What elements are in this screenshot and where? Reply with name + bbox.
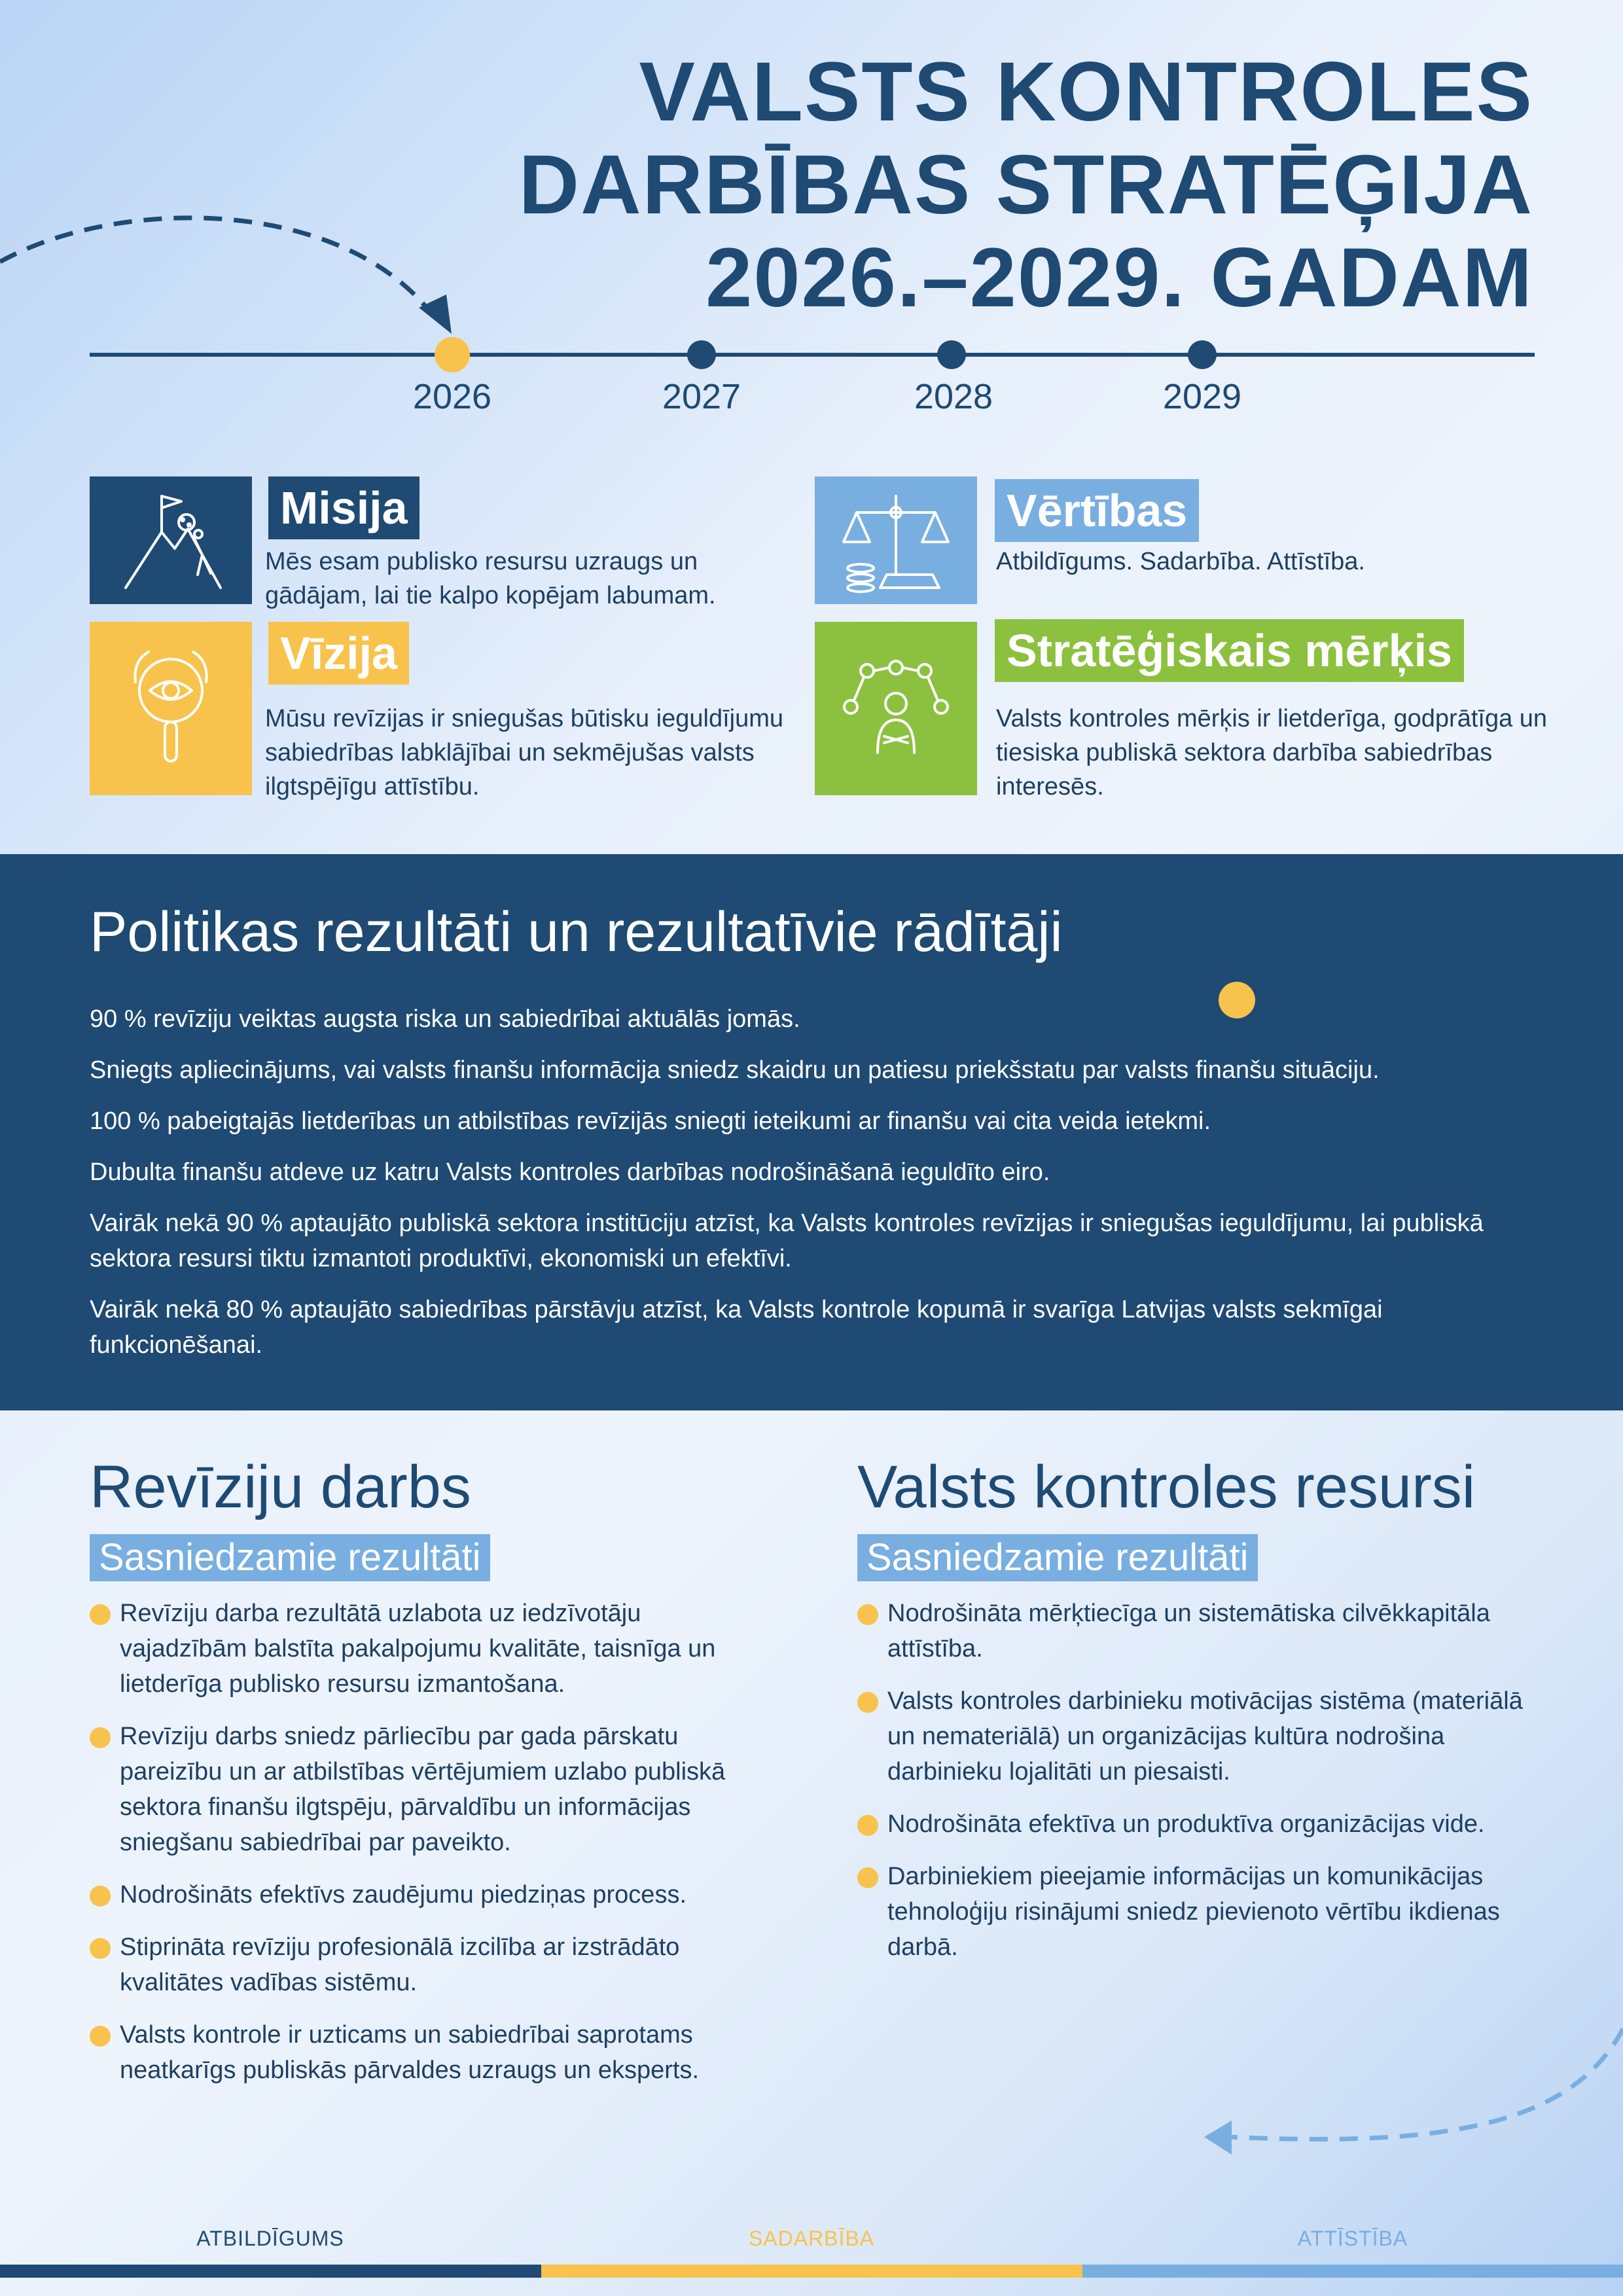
policy-item: Vairāk nekā 80 % aptaujāto sabiedrības pārstāvju atzīst, ka Valsts kontrole kopumā ir svarīga Latvijas valsts sekmīgai funkcionēšanai.: [90, 1296, 1383, 1359]
vision-label: Vīzija: [268, 622, 409, 685]
policy-title: Politikas rezultāti un rezultatīvie rādītāji: [90, 901, 1063, 963]
resources-title: Valsts kontroles resursi: [857, 1454, 1476, 1520]
list-item: [90, 1929, 764, 2000]
bullet-dot: [90, 1938, 111, 1959]
footer-value-2: SADARBĪBA: [748, 2227, 875, 2250]
footer-bar-navy: [0, 2265, 541, 2278]
list-item: [857, 1859, 1538, 1965]
footer-bar-blue: [1082, 2265, 1623, 2278]
timeline-dot-2027: [687, 340, 716, 369]
network-person-icon: [815, 622, 977, 795]
audit-work-title: Revīziju darbs: [90, 1454, 471, 1520]
policy-item: 100 % pabeigtajās lietderības un atbilstības revīzijās sniegti ieteikumi ar finanšu vai cita veida ietekmi.: [90, 1107, 1211, 1135]
page-title: [519, 46, 1533, 325]
timeline-year-2027: 2027: [662, 377, 741, 416]
timeline-year-2029: 2029: [1162, 377, 1242, 416]
bullet-dot: [857, 1692, 878, 1713]
eye-magnifier-icon: [90, 622, 252, 795]
policy-item: 90 % revīziju veiktas augsta riska un sabiedrībai aktuālās jomās.: [90, 1005, 800, 1033]
goal-text: Valsts kontroles mērķis ir lietderīga, godprātīga un tiesiska publiskā sektora darbība sabiedrības interesēs.: [996, 705, 1548, 800]
list-item-text: Nodrošināts efektīvs zaudējumu piedziņas process.: [120, 1881, 687, 1909]
list-item-text: Darbiniekiem pieejamie informācijas un komunikācijas tehnoloģiju risinājumi sniedz pievienoto vērtību ikdienas darbā.: [887, 1863, 1500, 1961]
list-item: [90, 1596, 764, 1702]
bullet-dot: [90, 1886, 111, 1907]
values-label: Vērtības: [995, 479, 1199, 542]
title-line-2: DARBĪBAS STRATĒĢIJA: [518, 138, 1533, 232]
list-item-text: Valsts kontrole ir uzticams un sabiedrībai saprotams neatkarīgs publiskās pārvaldes uzraugs un eksperts.: [120, 2021, 700, 2084]
list-item-text: Stiprināta revīziju profesionālā izcilība ar izstrādāto kvalitātes vadības sistēmu.: [120, 1933, 680, 1996]
scales-icon: [815, 476, 977, 604]
mission-label: Misija: [268, 476, 419, 539]
list-item: [90, 2017, 764, 2088]
resources-list: [857, 1596, 1538, 1982]
list-item-text: Nodrošināta mērķtiecīga un sistemātiska cilvēkkapitāla attīstība.: [887, 1600, 1490, 1662]
footer-value-1: ATBILDĪGUMS: [196, 2227, 344, 2250]
list-item-text: Revīziju darba rezultātā uzlabota uz iedzīvotāju vajadzībām balstīta pakalpojumu kvalitāte, taisnīga un lietderīga publisko resursu izmantošana.: [120, 1600, 716, 1698]
list-item: [857, 1806, 1538, 1842]
dashed-arrow-top: [0, 196, 471, 353]
footer-bar-yellow: [541, 2265, 1082, 2278]
mountain-flag-icon: [90, 476, 252, 604]
policy-list: [90, 1001, 1549, 1378]
bullet-dot: [857, 1815, 878, 1836]
audit-work-subtitle: Sasniedzamie rezultāti: [90, 1534, 490, 1581]
bullet-dot: [90, 1727, 111, 1748]
list-item: [857, 1683, 1538, 1789]
values-text: Atbildīgums. Sadarbība. Attīstība.: [996, 548, 1365, 575]
dashed-arrow-bottom: [1191, 2016, 1623, 2166]
timeline-dot-2028: [937, 340, 966, 369]
timeline-year-2026: 2026: [412, 377, 492, 416]
timeline-dot-2026: [435, 337, 470, 372]
title-line-3: 2026.–2029. GADAM: [705, 231, 1533, 325]
bullet-dot: [857, 1867, 878, 1888]
policy-item: Dubulta finanšu atdeve uz katru Valsts kontroles darbības nodrošināšanā ieguldīto eiro.: [90, 1158, 1050, 1186]
policy-item: Sniegts apliecinājums, vai valsts finanšu informācija sniedz skaidru un patiesu priekšstatu par valsts finanšu situāciju.: [90, 1056, 1380, 1084]
bullet-dot: [857, 1604, 878, 1625]
goal-label: Stratēģiskais mērķis: [995, 619, 1464, 682]
list-item-text: Nodrošināta efektīva un produktīva organizācijas vide.: [887, 1810, 1485, 1838]
list-item-text: Revīziju darbs sniedz pārliecību par gada pārskatu pareizību un ar atbilstības vērtējumiem uzlabo publiskā sektora finanšu ilgtspēju, pārvaldību un informācijas sniegšanu sabiedrībai par paveikto.: [120, 1723, 726, 1856]
list-item-text: Valsts kontroles darbinieku motivācijas sistēma (materiālā un nemateriālā) un organizācijas kultūra nodrošina darbinieku lojalitāti un piesaisti.: [887, 1687, 1523, 1785]
vision-text: Mūsu revīzijas ir sniegušas būtisku ieguldījumu sabiedrības labklājībai un sekmējušas valsts ilgtspējīgu attīstību.: [265, 705, 784, 800]
timeline-year-2028: 2028: [914, 377, 993, 416]
bullet-dot: [90, 2026, 111, 2047]
list-item: [90, 1877, 764, 1912]
footer-value-3: ATTĪSTĪBA: [1297, 2227, 1408, 2250]
resources-subtitle: Sasniedzamie rezultāti: [857, 1534, 1258, 1581]
timeline-line: [90, 353, 1535, 357]
list-item: [857, 1596, 1538, 1666]
bullet-dot: [90, 1604, 111, 1625]
list-item: [90, 1719, 764, 1860]
mission-text: Mēs esam publisko resursu uzraugs un gādājam, lai tie kalpo kopējam labumam.: [265, 548, 716, 609]
title-line-1: VALSTS KONTROLES: [639, 45, 1533, 139]
audit-work-list: [90, 1596, 764, 2105]
policy-item: Vairāk nekā 90 % aptaujāto publiskā sektora institūciju atzīst, ka Valsts kontroles revīzijas ir sniegušas ieguldījumu, lai publiskā sektora resursi tiktu izmantoti produktīvi, ekonomiski un efektīvi.: [90, 1210, 1484, 1272]
timeline-dot-2029: [1188, 340, 1217, 369]
